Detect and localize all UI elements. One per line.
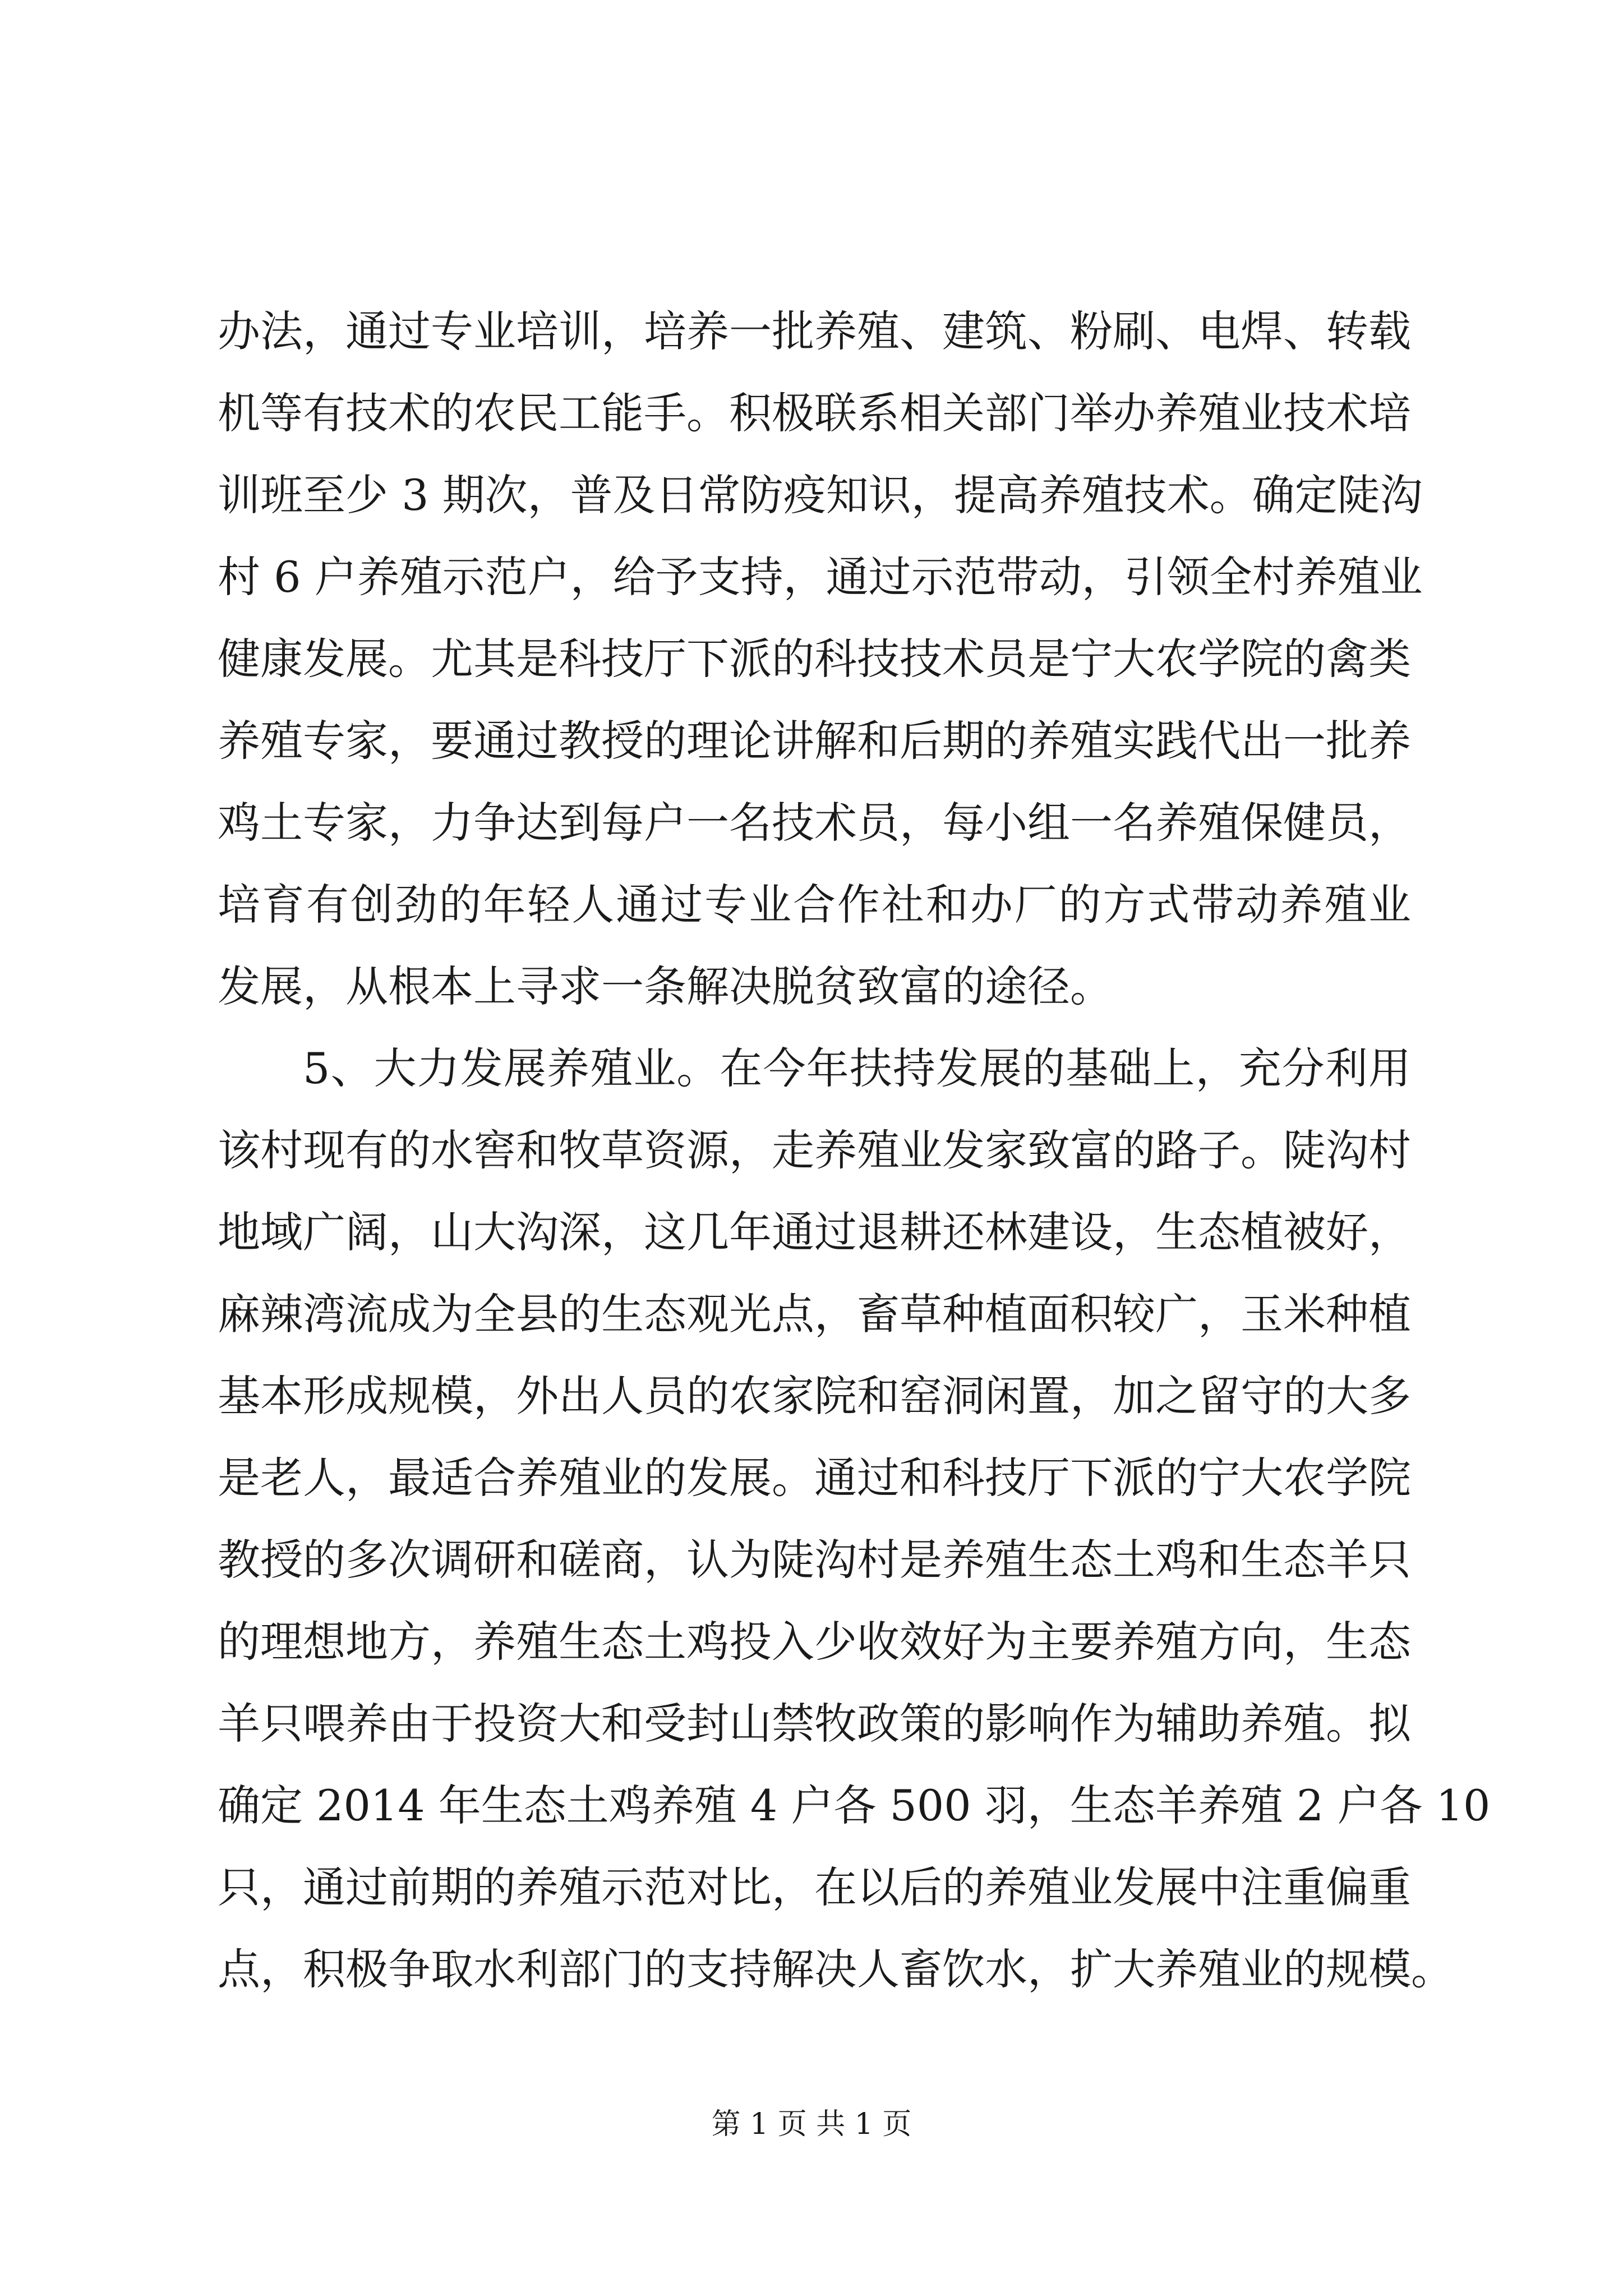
text-line: 发展，从根本上寻求一条解决脱贫致富的途径。 [218,961,1113,1011]
text-line: 基本形成规模，外出人员的农家院和窑洞闲置，加之留守的大多 [218,1371,1411,1421]
text-line: 健康发展。尤其是科技厅下派的科技技术员是宁大农学院的禽类 [218,634,1411,684]
text-line: 是老人，最适合养殖业的发展。通过和科技厅下派的宁大农学院 [218,1453,1411,1503]
text-line: 羊只喂养由于投资大和受封山禁牧政策的影响作为辅助养殖。拟 [218,1699,1411,1749]
text-line: 该村现有的水窖和牧草资源，走养殖业发家致富的路子。陡沟村 [218,1125,1411,1175]
text-line: 只，通过前期的养殖示范对比，在以后的养殖业发展中注重偏重 [218,1862,1411,1912]
document-body [218,291,1491,2010]
text-line: 培育有创劲的年轻人通过专业合作社和办厂的方式带动养殖业 [218,880,1411,930]
text-line: 5、大力发展养殖业。在今年扶持发展的基础上，充分利用 [303,1043,1411,1093]
page-footer [0,2105,1623,2144]
page-number: 第 1 页 共 1 页 [711,2108,912,2141]
text-line: 村 6 户养殖示范户，给予支持，通过示范带动，引领全村养殖业 [218,552,1423,602]
text-line: 确定 2014 年生态土鸡养殖 4 户各 500 羽，生态羊养殖 2 户各 10 [218,1780,1491,1830]
text-line: 地域广阔，山大沟深，这几年通过退耕还林建设，生态植被好， [218,1207,1411,1257]
text-line: 点，积极争取水利部门的支持解决人畜饮水，扩大养殖业的规模。 [218,1944,1454,1994]
text-line: 办法，通过专业培训，培养一批养殖、建筑、粉刷、电焊、转载 [218,306,1411,356]
text-line: 的理想地方，养殖生态土鸡投入少收效好为主要养殖方向，生态 [218,1617,1411,1667]
text-line: 教授的多次调研和磋商，认为陡沟村是养殖生态土鸡和生态羊只 [218,1535,1411,1585]
text-line: 训班至少 3 期次，普及日常防疫知识，提高养殖技术。确定陡沟 [218,470,1423,520]
text-line: 麻辣湾流成为全县的生态观光点，畜草种植面积较广，玉米种植 [218,1289,1411,1339]
text-line: 养殖专家，要通过教授的理论讲解和后期的养殖实践代出一批养 [218,716,1411,766]
text-line: 机等有技术的农民工能手。积极联系相关部门举办养殖业技术培 [218,388,1411,438]
text-line: 鸡土专家，力争达到每户一名技术员，每小组一名养殖保健员， [218,798,1411,848]
